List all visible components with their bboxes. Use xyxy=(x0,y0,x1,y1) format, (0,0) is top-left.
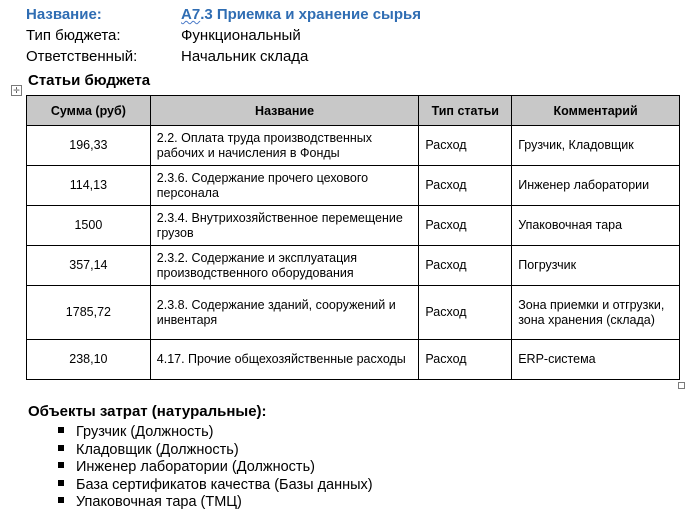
list-item-text: База сертификатов качества (Базы данных) xyxy=(76,476,373,493)
table-row xyxy=(27,246,680,286)
cell-type: Расход xyxy=(419,206,512,246)
cell-sum: 357,14 xyxy=(27,246,151,286)
table-row xyxy=(27,206,680,246)
type-value: Функциональный xyxy=(181,27,301,44)
table-row xyxy=(27,166,680,206)
table-row xyxy=(27,340,680,380)
list-item-text: Упаковочная тара (ТМЦ) xyxy=(76,494,242,510)
cell-sum: 238,10 xyxy=(27,340,151,380)
cell-type: Расход xyxy=(419,340,512,380)
bullet-icon xyxy=(58,480,64,486)
list-item xyxy=(58,494,373,512)
cell-type: Расход xyxy=(419,126,512,166)
name-prefix: А7 xyxy=(181,6,201,23)
cell-comment: Грузчик, Кладовщик xyxy=(512,126,680,166)
cell-name: 2.3.2. Содержание и эксплуатация производственного оборудования xyxy=(150,246,419,286)
name-rest: .3 Приемка и хранение сырья xyxy=(200,6,422,23)
cell-name: 2.3.6. Содержание прочего цехового персонала xyxy=(150,166,419,206)
cell-name: 2.3.8. Содержание зданий, сооружений и инвентаря xyxy=(150,286,419,340)
table-move-handle-icon[interactable]: ✛ xyxy=(11,85,22,96)
cell-type: Расход xyxy=(419,166,512,206)
section-title: Статьи бюджета xyxy=(28,72,151,89)
cell-name: 2.2. Оплата труда производственных рабочих и начисления в Фонды xyxy=(150,126,419,166)
list-item xyxy=(58,477,373,495)
cell-comment: Зона приемки и отгрузки, зона хранения (склада) xyxy=(512,286,680,340)
responsible-label: Ответственный: xyxy=(26,48,138,65)
bullet-icon xyxy=(58,497,64,503)
cell-sum: 1785,72 xyxy=(27,286,151,340)
col-header-type: Тип статьи xyxy=(419,96,512,126)
responsible-value: Начальник склада xyxy=(181,48,309,65)
cell-comment: Инженер лаборатории xyxy=(512,166,680,206)
cell-comment: Погрузчик xyxy=(512,246,680,286)
list-item xyxy=(58,424,373,442)
table-resize-handle[interactable] xyxy=(678,382,685,389)
table-row xyxy=(27,126,680,166)
cell-comment: ERP-система xyxy=(512,340,680,380)
col-header-comment: Комментарий xyxy=(512,96,680,126)
cell-type: Расход xyxy=(419,246,512,286)
list-item-text: Кладовщик (Должность) xyxy=(76,441,239,458)
bullet-icon xyxy=(58,445,64,451)
table-header-row xyxy=(27,96,680,126)
list-item-text: Инженер лаборатории (Должность) xyxy=(76,459,315,475)
name-label: Название: xyxy=(26,6,102,23)
type-label: Тип бюджета: xyxy=(26,27,121,44)
cell-comment: Упаковочная тара xyxy=(512,206,680,246)
bullet-icon xyxy=(58,462,64,468)
list-item xyxy=(58,442,373,460)
budget-table xyxy=(26,95,680,380)
list-item xyxy=(58,459,373,477)
list-item-text: Грузчик (Должность) xyxy=(76,424,214,440)
col-header-sum: Сумма (руб) xyxy=(27,96,151,126)
cell-sum: 196,33 xyxy=(27,126,151,166)
name-value xyxy=(181,6,421,23)
cell-sum: 114,13 xyxy=(27,166,151,206)
table-row xyxy=(27,286,680,340)
objects-title: Объекты затрат (натуральные): xyxy=(28,403,267,420)
cell-type: Расход xyxy=(419,286,512,340)
bullet-icon xyxy=(58,427,64,433)
col-header-name: Название xyxy=(150,96,419,126)
cell-name: 2.3.4. Внутрихозяйственное перемещение грузов xyxy=(150,206,419,246)
cell-sum: 1500 xyxy=(27,206,151,246)
cell-name: 4.17. Прочие общехозяйственные расходы xyxy=(150,340,419,380)
cost-objects-list xyxy=(58,424,373,512)
